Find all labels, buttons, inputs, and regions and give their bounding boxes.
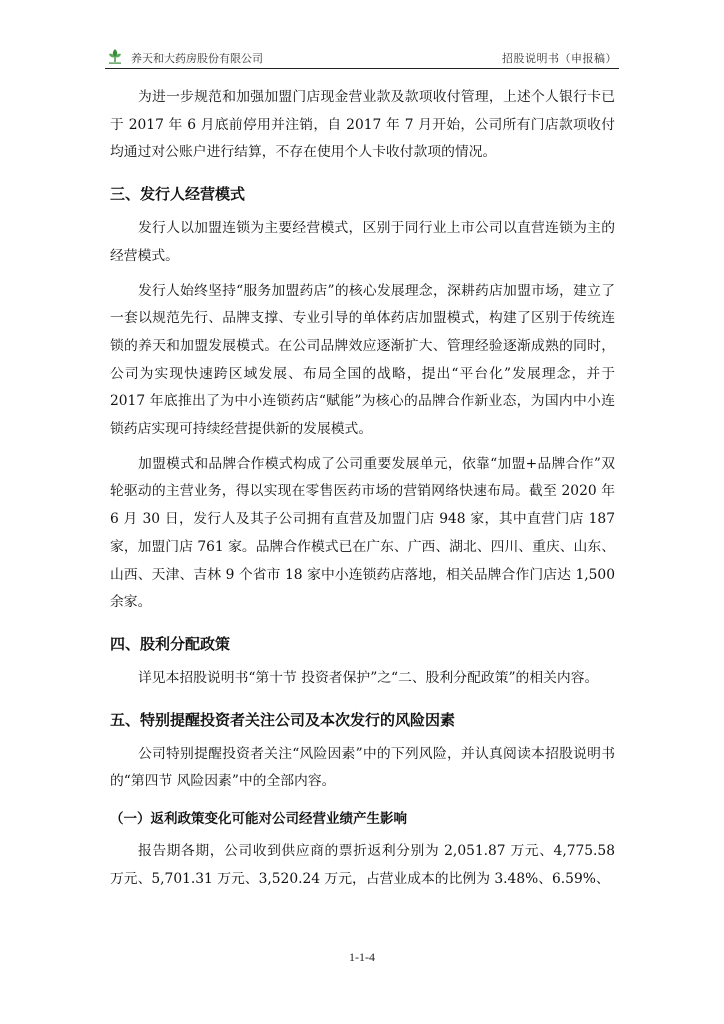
section-heading: 三、发行人经营模式	[110, 185, 246, 204]
page-number: 1-1-4	[349, 950, 375, 964]
section-heading: 五、特别提醒投资者关注公司及本次发行的风险因素	[110, 710, 456, 729]
paragraph: 为进一步规范和加强加盟门店现金营业款及款项收付管理，上述个人银行卡已于 2017 年 6 月底前停用并注销，自 2017 年 7 月开始，公司所有门店款项收付均通过对公账户进行结算，不存在使用个人卡收付款项的情况。	[110, 89, 615, 161]
company-logo-icon	[105, 46, 125, 66]
paragraph: 发行人以加盟连锁为主要经营模式，区别于同行业上市公司以直营连锁为主的经营模式。	[110, 220, 615, 264]
paragraph: 详见本招股说明书“第十节 投资者保护”之“二、股利分配政策”的相关内容。	[138, 669, 599, 686]
paragraph: 报告期各期，公司收到供应商的票折返利分别为 2,051.87 万元、4,775.58 万元、5,701.31 万元、3,520.24 万元，占营业成本的比例为 3.48%、6.59%、	[110, 843, 615, 887]
paragraph: 公司特别提醒投资者关注“风险因素”中的下列风险，并认真阅读本招股说明书的“第四节 风险因素”中的全部内容。	[110, 745, 615, 790]
document-body	[110, 84, 615, 893]
paragraph: 加盟模式和品牌合作模式构成了公司重要发展单元，依靠“加盟+品牌合作”双轮驱动的主营业务，得以实现在零售医药市场的营销网络快速布局。截至 2020 年 6 月 30 日，发行人及其子公司拥有直营及加盟门店 948 家，其中直营门店 187 家，加盟门店 761 家。品牌合作模式已在广东、广西、湖北、四川、重庆、山东、山西、天津、吉林 9 个省市 18 家中小连锁药店落地，相关品牌合作门店达 1,500 余家。	[110, 455, 615, 611]
subsection-heading: （一）返利政策变化可能对公司经营业绩产生影响	[110, 811, 407, 828]
paragraph: 发行人始终坚持“服务加盟药店”的核心发展理念，深耕药店加盟市场，建立了一套以规范先行、品牌支撑、专业引导的单体药店加盟模式，构建了区别于传统连锁的养天和加盟发展模式。在公司品牌效应逐渐扩大、管理经验逐渐成熟的同时，公司为实现快速跨区域发展、布局全国的战略，提出“平台化”发展理念，并于 2017 年底推出了为中小连锁药店“赋能”为核心的品牌合作新业态，为国内中小连锁药店实现可持续经营提供新的发展模式。	[110, 282, 615, 438]
page-header	[105, 46, 619, 69]
document-type: 招股说明书（申报稿）	[502, 52, 617, 65]
section-heading: 四、股利分配政策	[110, 634, 231, 653]
company-name: 养天和大药房股份有限公司	[131, 52, 263, 65]
